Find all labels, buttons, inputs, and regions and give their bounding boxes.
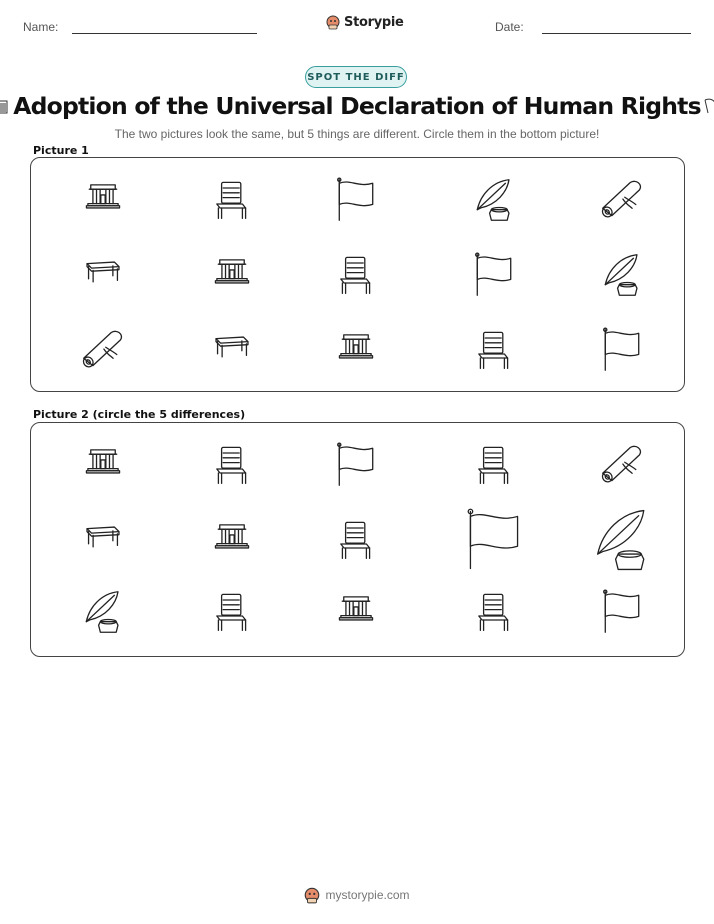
brand-logo [326,14,404,30]
chair-icon[interactable] [212,588,252,636]
instructions: The two pictures look the same, but 5 things are different. Circle them in the bottom picture! [114,127,600,141]
flag-icon [472,251,516,299]
quill-icon [600,250,644,300]
flag-icon [600,326,644,374]
chair-icon[interactable] [474,588,514,636]
flag-icon[interactable] [600,588,644,636]
table-icon[interactable] [78,521,128,559]
building-icon[interactable] [80,447,126,483]
picture2-label: Picture 2 (circle the 5 differences) [33,408,246,421]
chair-icon[interactable] [474,441,514,489]
quill-icon[interactable] [81,587,125,637]
quill-icon[interactable] [590,503,654,577]
name-field[interactable] [72,33,257,34]
building-icon [209,257,255,293]
activity-badge: SPOT THE DIFF [305,66,407,88]
table-icon [78,256,128,294]
flag-icon[interactable] [334,441,378,489]
flag-icon[interactable] [463,507,525,573]
chair-icon [212,176,252,224]
footer-site[interactable]: mystorypie.com [325,888,410,902]
building-icon[interactable] [333,594,379,630]
decorative-scroll-icon [704,97,714,115]
scroll-icon [78,327,128,373]
building-icon[interactable] [209,522,255,558]
scroll-icon[interactable] [597,442,647,488]
date-label: Date: [495,20,524,34]
building-icon [80,182,126,218]
date-field[interactable] [542,33,691,34]
name-label: Name: [23,20,59,34]
chair-icon[interactable] [212,441,252,489]
quill-icon [472,175,516,225]
flag-icon [334,176,378,224]
chair-icon [336,251,376,299]
picture1-label: Picture 1 [33,144,89,157]
page-title: Adoption of the Universal Declaration of Human Rights [13,92,701,120]
storypie-mascot-icon [304,886,320,904]
footer [0,886,714,904]
chair-icon[interactable] [336,516,376,564]
storypie-mascot-icon [326,14,340,30]
building-icon [333,332,379,368]
brand-name: Storypie [344,14,404,30]
chair-icon [474,326,514,374]
scroll-icon [597,177,647,223]
table-icon [207,331,257,369]
